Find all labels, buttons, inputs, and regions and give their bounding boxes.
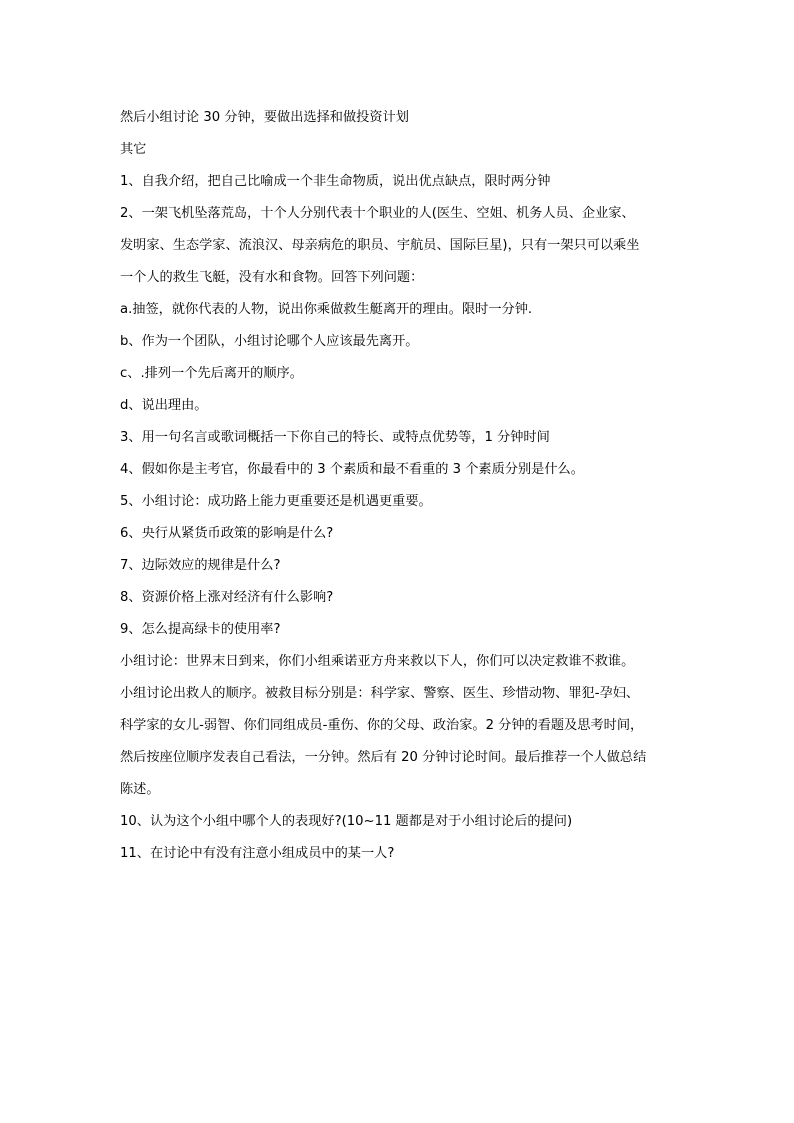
- text-line: 小组讨论出救人的顺序。被救目标分别是：科学家、警察、医生、珍惜动物、罪犯-孕妇、: [120, 686, 640, 701]
- document-body: [120, 102, 680, 870]
- text-line: 6、央行从紧货币政策的影响是什么?: [120, 526, 334, 541]
- text-line: a.抽签，就你代表的人物，说出你乘做救生艇离开的理由。限时一分钟.: [120, 302, 533, 317]
- text-line: 然后按座位顺序发表自己看法，一分钟。然后有 20 分钟讨论时间。最后推荐一个人做总结: [120, 750, 647, 765]
- text-line: 小组讨论：世界末日到来，你们小组乘诺亚方舟来救以下人，你们可以决定救谁不救谁。: [120, 654, 635, 669]
- text-line: 7、边际效应的规律是什么?: [120, 558, 281, 573]
- text-line: 8、资源价格上涨对经济有什么影响?: [120, 590, 334, 605]
- text-line: 10、认为这个小组中哪个人的表现好?(10~11 题都是对于小组讨论后的提问): [120, 814, 573, 829]
- text-line: b、作为一个团队，小组讨论哪个人应该最先离开。: [120, 334, 419, 349]
- text-line: 陈述。: [120, 782, 160, 797]
- text-line: 发明家、生态学家、流浪汉、母亲病危的职员、宇航员、国际巨星)，只有一架只可以乘坐: [120, 238, 640, 253]
- text-line: 4、假如你是主考官，你最看中的 3 个素质和最不看重的 3 个素质分别是什么。: [120, 462, 584, 477]
- text-line: 3、用一句名言或歌词概括一下你自己的特长、或特点优势等，1 分钟时间: [120, 430, 550, 445]
- text-line: d、说出理由。: [120, 398, 208, 413]
- text-line: 然后小组讨论 30 分钟，要做出选择和做投资计划: [120, 110, 409, 125]
- text-line: 科学家的女儿-弱智、你们同组成员-重伤、你的父母、政治家。2 分钟的看题及思考时间，: [120, 718, 644, 733]
- text-line: c、.排列一个先后离开的顺序。: [120, 366, 303, 381]
- text-line: 5、小组讨论：成功路上能力更重要还是机遇更重要。: [120, 494, 432, 509]
- text-line: 其它: [120, 142, 147, 157]
- text-line: 1、自我介绍，把自己比喻成一个非生命物质，说出优点缺点，限时两分钟: [120, 174, 551, 189]
- text-line: 2、一架飞机坠落荒岛，十个人分别代表十个职业的人(医生、空姐、机务人员、企业家、: [120, 206, 635, 221]
- text-line: 一个人的救生飞艇，没有水和食物。回答下列问题：: [120, 270, 424, 285]
- text-line: 11、在讨论中有没有注意小组成员中的某一人?: [120, 846, 395, 861]
- text-line: 9、怎么提高绿卡的使用率?: [120, 622, 281, 637]
